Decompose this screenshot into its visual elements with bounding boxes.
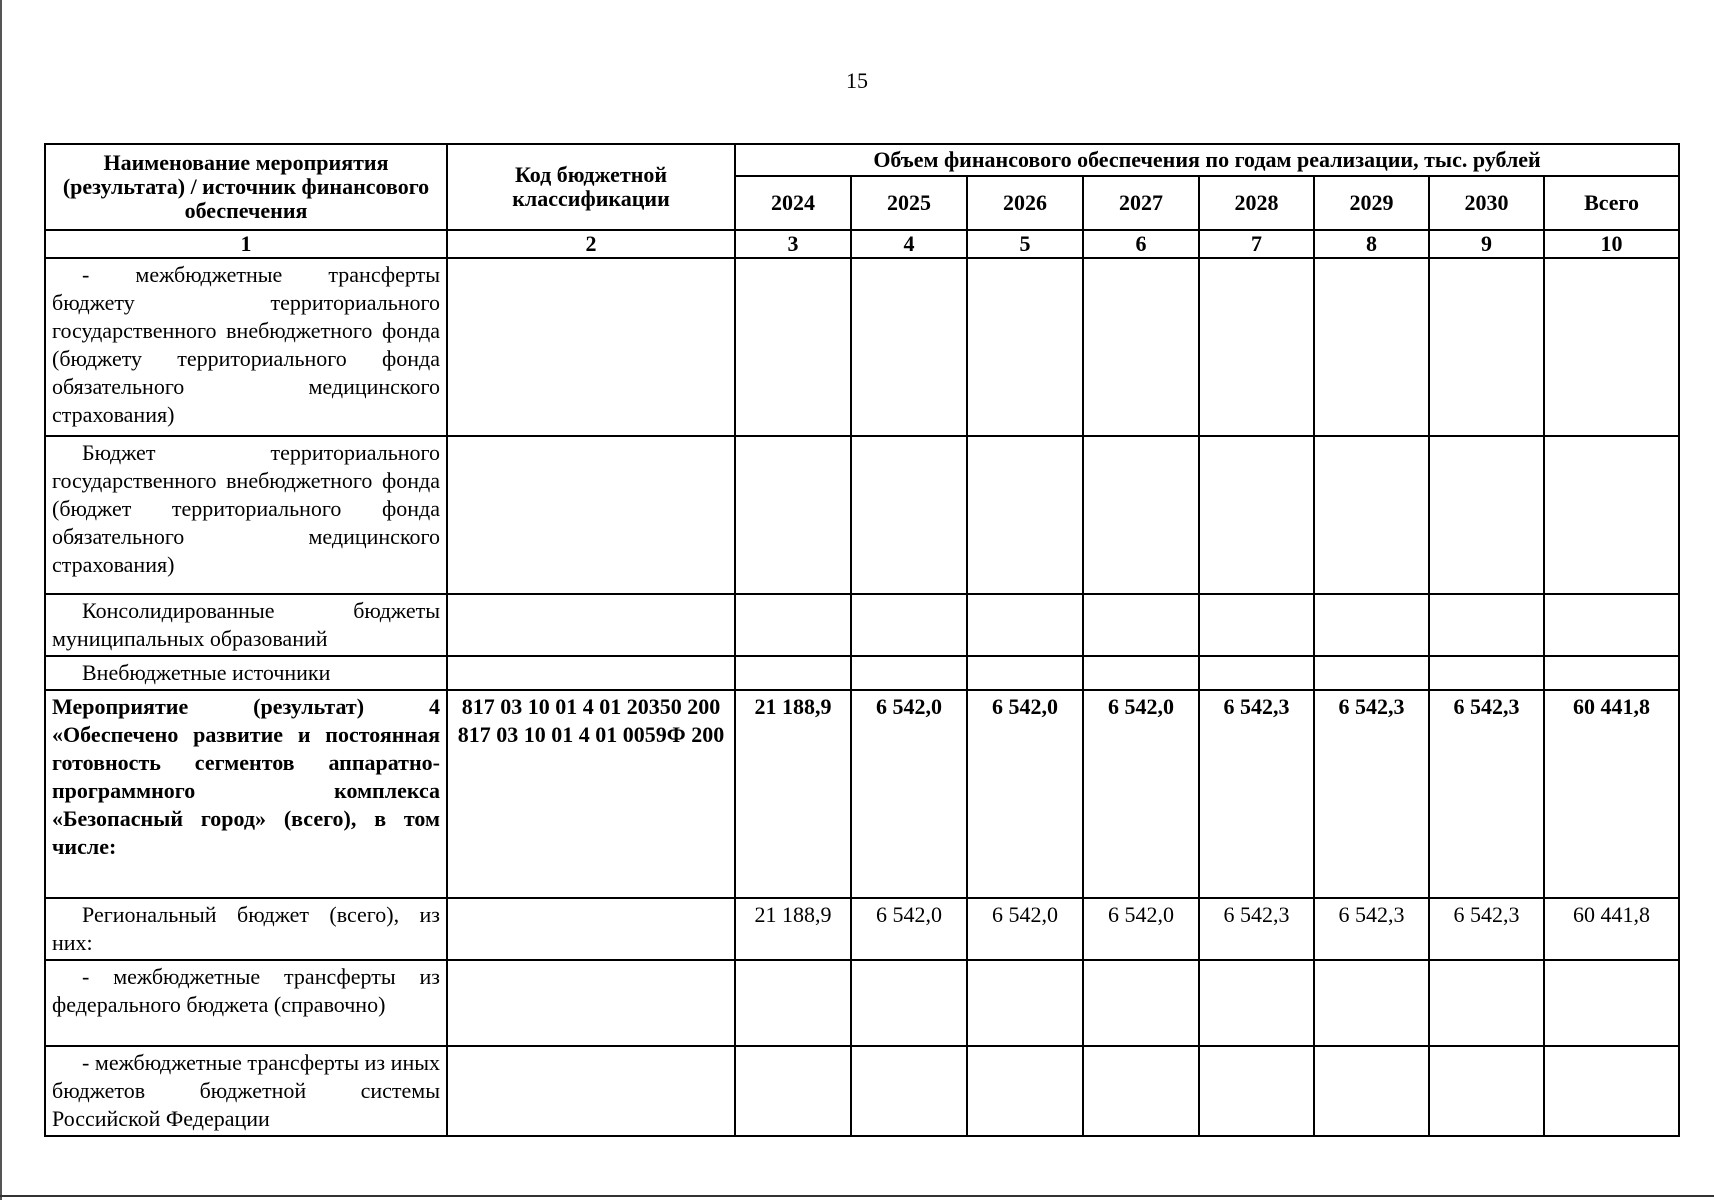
column-number: 4 [851, 230, 967, 258]
column-number: 5 [967, 230, 1083, 258]
row-year-value-cell: 6 542,0 [1083, 690, 1199, 898]
row-name-cell [45, 258, 447, 436]
row-year-value-cell [1199, 656, 1314, 690]
row-total-cell: 60 441,8 [1544, 690, 1679, 898]
column-number: 3 [735, 230, 851, 258]
row-year-value-cell: 21 188,9 [735, 898, 851, 960]
row-name: Региональный бюджет (всего), из них: [52, 902, 440, 955]
row-year-value-cell [735, 594, 851, 656]
row-year-value-cell [1314, 1046, 1429, 1136]
row-name: Мероприятие (результат) 4 «Обеспечено развитие и постоянная готовность сегментов аппаратно-программного комплекса «Безопасный город» (всего), в том числе: [52, 694, 440, 859]
row-year-value-cell [967, 258, 1083, 436]
row-name: Внебюджетные источники [82, 660, 331, 685]
row-total-cell [1544, 1046, 1679, 1136]
header-year: 2028 [1199, 176, 1314, 230]
row-year-value-cell [1429, 1046, 1544, 1136]
table-row [45, 898, 1679, 960]
row-year-value-cell [735, 436, 851, 594]
row-name-cell [45, 656, 447, 690]
row-year-value-cell [1199, 258, 1314, 436]
row-year-value-cell [1429, 960, 1544, 1046]
column-number: 2 [447, 230, 735, 258]
row-year-value-cell [851, 656, 967, 690]
column-number: 9 [1429, 230, 1544, 258]
row-year-value-cell [1314, 436, 1429, 594]
row-year-value-cell [1083, 656, 1199, 690]
row-year-value-cell [1314, 258, 1429, 436]
row-year-value-cell [851, 258, 967, 436]
table-row [45, 1046, 1679, 1136]
row-year-value-cell [1199, 594, 1314, 656]
row-year-value-cell [967, 1046, 1083, 1136]
row-year-value-cell [967, 594, 1083, 656]
page-number: 15 [846, 68, 868, 93]
column-numbers-row [45, 230, 1679, 258]
row-year-value-cell: 21 188,9 [735, 690, 851, 898]
row-code-cell [447, 656, 735, 690]
row-year-value-cell [735, 1046, 851, 1136]
row-name-cell [45, 690, 447, 898]
scan-edge-left [0, 0, 2, 1200]
row-year-value-cell [1199, 960, 1314, 1046]
header-year: 2029 [1314, 176, 1429, 230]
row-year-value-cell: 6 542,3 [1199, 690, 1314, 898]
row-total-cell [1544, 258, 1679, 436]
row-total-cell: 60 441,8 [1544, 898, 1679, 960]
column-number: 7 [1199, 230, 1314, 258]
row-name: - межбюджетные трансферты бюджету территориального государственного внебюджетного фонда (бюджету территориального фонда обязательного медицинского страхования) [52, 262, 440, 427]
header-year: 2027 [1083, 176, 1199, 230]
row-year-value-cell [735, 960, 851, 1046]
header-year: 2030 [1429, 176, 1544, 230]
row-year-value-cell [735, 258, 851, 436]
row-year-value-cell [1083, 1046, 1199, 1136]
row-code-cell [447, 594, 735, 656]
row-total-cell [1544, 436, 1679, 594]
row-year-value-cell [1083, 436, 1199, 594]
header-name-cell: Наименование мероприятия (результата) / источник финансового обеспечения [45, 144, 447, 230]
row-name-cell [45, 960, 447, 1046]
row-year-value-cell: 6 542,0 [851, 898, 967, 960]
row-year-value-cell: 6 542,3 [1314, 898, 1429, 960]
row-name: - межбюджетные трансферты из федерального бюджета (справочно) [52, 964, 440, 1017]
table-row [45, 258, 1679, 436]
row-code-cell [447, 258, 735, 436]
row-year-value-cell: 6 542,3 [1314, 690, 1429, 898]
row-year-value-cell: 6 542,3 [1429, 690, 1544, 898]
scan-edge-bottom [0, 1195, 1714, 1197]
row-code-cell [447, 1046, 735, 1136]
row-year-value-cell: 6 542,0 [1083, 898, 1199, 960]
column-number: 6 [1083, 230, 1199, 258]
row-year-value-cell [1314, 594, 1429, 656]
table-row [45, 436, 1679, 594]
row-year-value-cell: 6 542,0 [967, 690, 1083, 898]
table-row [45, 690, 1679, 898]
row-year-value-cell [967, 656, 1083, 690]
row-year-value-cell: 6 542,0 [967, 898, 1083, 960]
row-year-value-cell [735, 656, 851, 690]
row-year-value-cell [1199, 436, 1314, 594]
row-year-value-cell [851, 960, 967, 1046]
row-year-value-cell [967, 436, 1083, 594]
column-number: 8 [1314, 230, 1429, 258]
row-year-value-cell [1083, 960, 1199, 1046]
row-year-value-cell [851, 1046, 967, 1136]
header-year: 2026 [967, 176, 1083, 230]
table-row [45, 960, 1679, 1046]
row-year-value-cell [1083, 258, 1199, 436]
row-code-cell [447, 898, 735, 960]
row-code-cell [447, 436, 735, 594]
table-row [45, 656, 1679, 690]
row-year-value-cell [851, 594, 967, 656]
row-year-value-cell [1429, 258, 1544, 436]
row-year-value-cell: 6 542,3 [1429, 898, 1544, 960]
row-year-value-cell [1199, 1046, 1314, 1136]
financing-table [44, 143, 1680, 1137]
row-year-value-cell: 6 542,0 [851, 690, 967, 898]
row-name: - межбюджетные трансферты из иных бюджетов бюджетной системы Российской Федерации [52, 1050, 440, 1131]
header-total: Всего [1544, 176, 1679, 230]
row-total-cell [1544, 960, 1679, 1046]
header-volume-cell: Объем финансового обеспечения по годам реализации, тыс. рублей [735, 144, 1679, 176]
row-name-cell [45, 594, 447, 656]
row-name-cell [45, 436, 447, 594]
header-year: 2024 [735, 176, 851, 230]
row-year-value-cell [1429, 436, 1544, 594]
row-year-value-cell [1314, 656, 1429, 690]
row-year-value-cell: 6 542,3 [1199, 898, 1314, 960]
row-year-value-cell [1429, 656, 1544, 690]
column-number: 10 [1544, 230, 1679, 258]
column-number: 1 [45, 230, 447, 258]
row-name-cell [45, 1046, 447, 1136]
row-total-cell [1544, 594, 1679, 656]
header-year: 2025 [851, 176, 967, 230]
table-row [45, 594, 1679, 656]
row-year-value-cell [967, 960, 1083, 1046]
header-code-cell: Код бюджетной классификации [447, 144, 735, 230]
row-year-value-cell [851, 436, 967, 594]
row-year-value-cell [1083, 594, 1199, 656]
row-code-cell [447, 960, 735, 1046]
row-total-cell [1544, 656, 1679, 690]
row-year-value-cell [1429, 594, 1544, 656]
row-name: Бюджет территориального государственного внебюджетного фонда (бюджет территориального фонда обязательного медицинского страхования) [52, 440, 440, 577]
row-code-cell: 817 03 10 01 4 01 20350 200 817 03 10 01 4 01 0059Ф 200 [447, 690, 735, 898]
row-name: Консолидированные бюджеты муниципальных образований [52, 598, 440, 651]
row-year-value-cell [1314, 960, 1429, 1046]
row-name-cell [45, 898, 447, 960]
